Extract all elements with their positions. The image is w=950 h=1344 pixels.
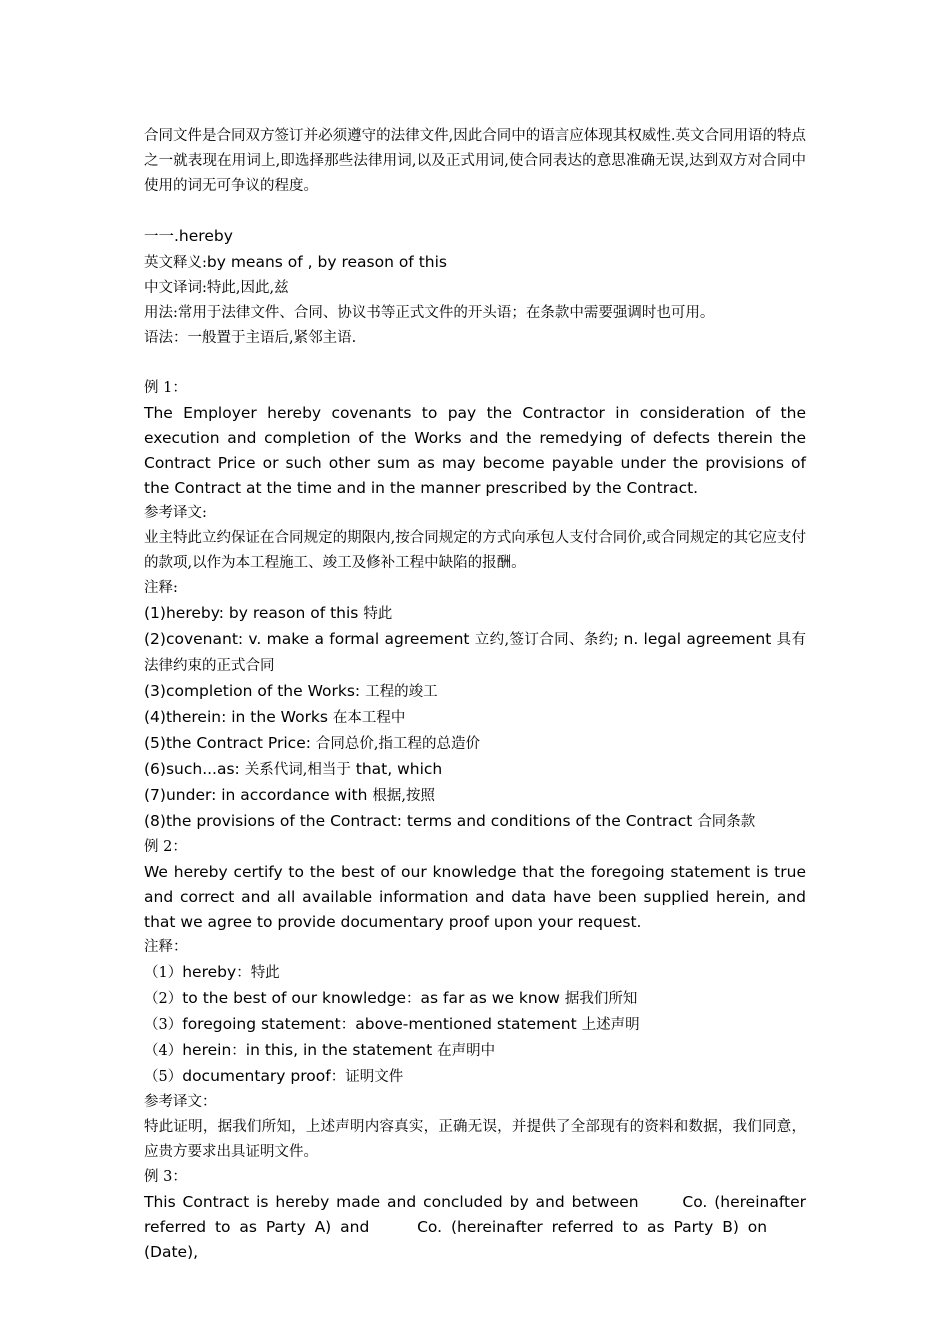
intro-paragraph: 合同文件是合同双方签订并必须遵守的法律文件,因此合同中的语言应体现其权威性.英文合同用语的特点之一就表现在用词上,即选择那些法律用词,以及正式用词,使合同表达的意思准确无误,达到双方对合同中使用的词无可争议的程度。 [144,128,806,194]
note-item: （4）herein：in this, in the statement 在声明中 [144,1041,496,1059]
note-item: （1）hereby：特此 [144,963,280,981]
note-item: (3)completion of the Works: 工程的竣工 [144,682,438,700]
note-item: (5)the Contract Price: 合同总价,指工程的总造价 [144,734,480,752]
chinese-translation-line: 中文译词:特此,因此,兹 [144,280,289,296]
document-page [144,124,806,1265]
spacer [144,199,806,224]
example2-translation-label: 参考译文： [144,1094,217,1110]
example2-translation: 特此证明，据我们所知，上述声明内容真实，正确无误，并提供了全部现有的资料和数据，我们同意，应贵方要求出具证明文件。 [144,1119,806,1160]
example3-text: This Contract is hereby made and concluded by and between Co. (hereinafter referred to as Party A) and Co. (hereinafter referred to as Party B) on (Date), [144,1193,807,1261]
example1-text: The Employer hereby covenants to pay the Contractor in consideration of the execution and completion of the Works and the remedying of defects therein the Contract Price or such other sum as may become payable under the provisions of the Contract at the time and in the manner prescribed by the Contract. [144,404,806,497]
section-heading: 一一.hereby [144,227,233,245]
note-item: （5）documentary proof：证明文件 [144,1067,404,1085]
heading-text: 一.hereby [158,227,233,245]
example1-label: 例 1： [144,380,187,396]
note-item: （3）foregoing statement：above-mentioned statement 上述声明 [144,1015,640,1033]
note-item: (7)under: in accordance with 根据,按照 [144,786,435,804]
grammar-line: 语法：一般置于主语后,紧邻主语. [144,330,357,346]
example3-label: 例 3： [144,1169,187,1185]
note-item: (1)hereby: by reason of this 特此 [144,604,393,622]
note-item: (2)covenant: v. make a formal agreement 立约,签订合同、条约; n. legal agreement 具有法律约束的正式合同 [144,630,806,674]
spacer [144,351,806,376]
note-item: (6)such...as: 关系代词,相当于 that, which [144,760,443,778]
example1-notes-label: 注释: [144,580,178,596]
usage-line: 用法:常用于法律文件、合同、协议书等正式文件的开头语；在条款中需要强调时也可用。 [144,305,715,321]
note-item: (4)therein: in the Works 在本工程中 [144,708,406,726]
note-item: (8)the provisions of the Contract: terms and conditions of the Contract 合同条款 [144,812,756,830]
example2-text: We hereby certify to the best of our knowledge that the foregoing statement is true and correct and all available information and data have been supplied herein, and that we agree to provide documentary proof upon your request. [144,863,806,931]
example1-translation: 业主特此立约保证在合同规定的期限内,按合同规定的方式向承包人支付合同价,或合同规定的其它应支付的款项,以作为本工程施工、竣工及修补工程中缺陷的报酬。 [144,530,806,571]
example2-notes-label: 注释： [144,939,188,955]
english-value: by means of , by reason of this [206,253,447,271]
example1-translation-label: 参考译文: [144,505,207,521]
english-definition [144,250,806,276]
note-item: （2）to the best of our knowledge：as far as we know 据我们所知 [144,989,638,1007]
english-label: 英文释义: [144,255,207,271]
example2-label: 例 2： [144,839,187,855]
